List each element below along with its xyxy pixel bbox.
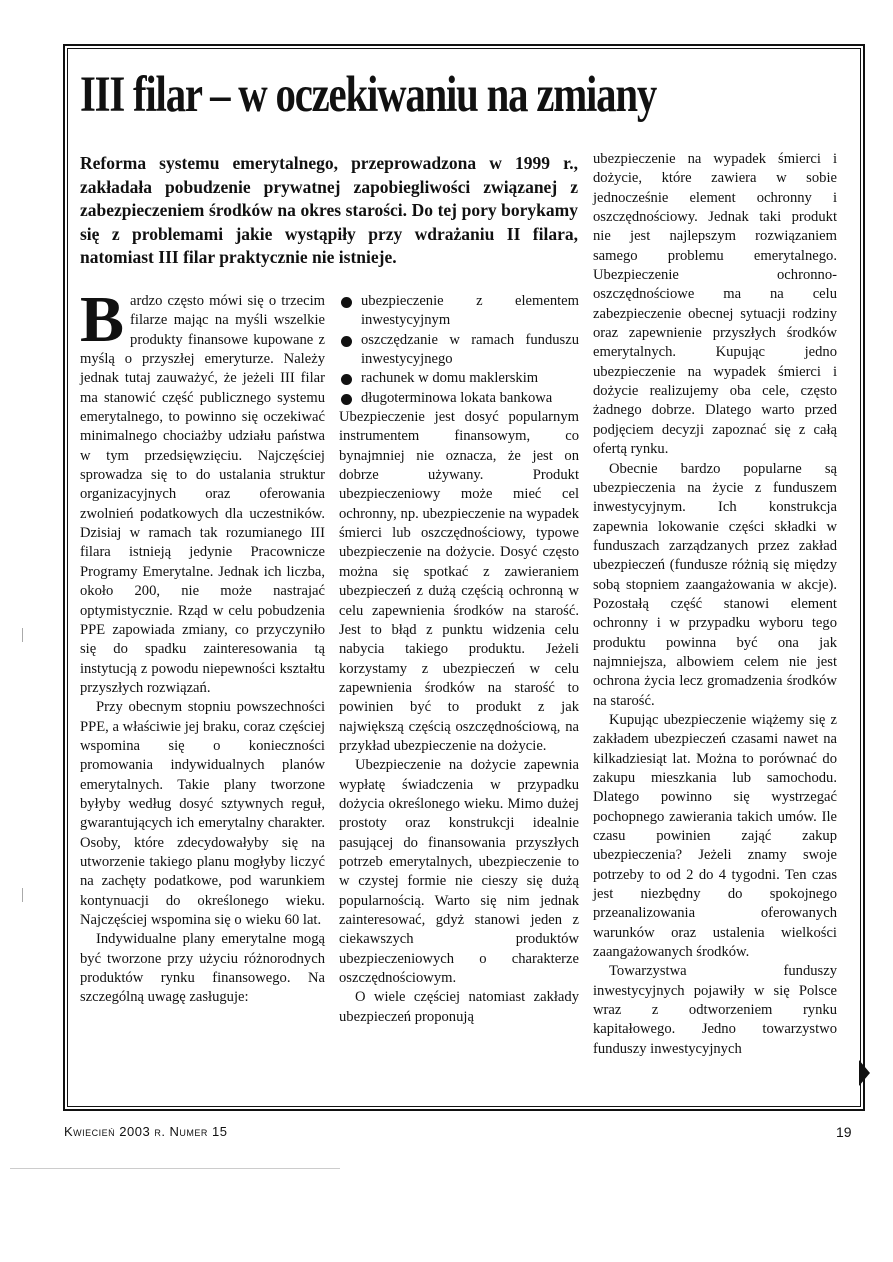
text-column-3 bbox=[593, 150, 837, 1059]
text-column-1 bbox=[80, 283, 325, 1008]
list-item-text: rachunek w domu maklerskim bbox=[361, 370, 539, 387]
paragraph: Kupując ubezpieczenie wiążemy się z zakładem ubezpieczeń czasami nawet na kilkadziesiąt lat. Można to porównać do zakupu mieszkania lub samochodu. Dlatego powinno się wystrzegać pochopnego zawierania takich umów. Ile czasu powinien zająć zakup ubezpieczenia? Jeżeli znamy swoje potrzeby to od 2 do 4 tygodni. Ten czas jest niezbędny do spokojnego przeanalizowania oferowanych warunków oraz ustalenia wielkości zaangażowanych środków. bbox=[593, 711, 837, 961]
page-number: 19 bbox=[836, 1124, 852, 1140]
list-item-text: długoterminowa lokata bankowa bbox=[361, 389, 553, 406]
paragraph-text: ardzo często mówi się o trzecim filarze mając na myśli wszelkie produkty finansowe kupowane z myślą o przyszłej emeryturze. Należy jednak tutaj zauważyć, że jeżeli III filar ma stanowić część publicznego systemu emerytalnego, to powinno się oczekiwać minimalnego chociażby udziału państwa w tym przedsięwzięciu. Najczęściej sprowadza się to do ustalania struktur organizacyjnych oraz oferowania zwolnień podatkowych dla uczestników. Dzisiaj w ramach tak rozumianego III filara istnieją jedynie Pracownicze Programy Emerytalne. Jednak ich liczba, około 200, nie może nastrajać optymistycznie. Rząd w celu pobudzenia PPE zapowiada zmiany, co przyczyniło się do spadku zainteresowania tą instytucją z powodu niepewności kształtu przyszłych rozwiązań. bbox=[80, 293, 325, 696]
paragraph: Ubezpieczenie na dożycie zapewnia wypłatę świadczenia w przypadku dożycia określonego wieku. Mimo dużej prostoty oraz konstrukcji idealnie pasującej do finansowania przyszłych potrzeb emerytalnych, ubezpieczenie to w czystej formie nie cieszy się dużą popularnością. Warto się nim jednak zainteresować, gdyż stanowi jeden z ciekawszych produktów ubezpieczeniowych o charakterze oszczędnościowym. bbox=[339, 757, 579, 987]
article-lead: Reforma systemu emerytalnego, przeprowadzona w 1999 r., zakładała pobudzenie prywatnej zapobiegliwości związanej z zabezpieczeniem środków na okres starości. Do tej pory borykamy się z problemami jakie wystąpiły przy wdrażaniu II filara, natomiast III filar praktycznie nie istnieje. bbox=[80, 153, 578, 267]
paragraph: ubezpieczenie na wypadek śmierci i dożycie, które zawiera w sobie jednocześnie element ochronny i oszczędnościowy. Jednak taki produkt nie jest najlepszym rozwiązaniem samego problemu emerytalnego. Ubezpieczenie ochronno-oszczędnościowe ma na celu zabezpieczenie obecnej sytuacji rodziny oraz zapewnienie przyszłych środków emerytalnych. Kupując jedno ubezpieczenie na wypadek śmierci i dożycie realizujemy oba cele, często żadnego dobrze. Dlatego warto przed podjęciem decyzji zapoznać się z całą ofertą rynku. bbox=[593, 151, 837, 458]
bullet-icon bbox=[341, 374, 352, 385]
bullet-icon bbox=[341, 336, 352, 347]
scan-artifact bbox=[22, 628, 23, 642]
scan-artifact bbox=[22, 888, 23, 902]
list-item bbox=[339, 331, 579, 370]
text-column-2 bbox=[339, 292, 579, 1027]
paragraph: Indywidualne plany emerytalne mogą być tworzone przy użyciu różnorodnych produktów rynku finansowego. Na szczególną uwagę zasługuje: bbox=[80, 931, 325, 1006]
scan-artifact bbox=[10, 1168, 340, 1169]
paragraph: Obecnie bardzo popularne są ubezpieczenia na życie z funduszem inwestycyjnym. Ich konstrukcja zapewnia lokowanie części składki w funduszach zarządzanych przez zakład ubezpieczeń (fundusze różnią się między sobą stopniem zaangażowania w akcje). Pozostałą część stanowi element ochronny i w przypadku wyboru tego produktu powinna być ona jak najmniejsza, albowiem celem nie jest ochrona życia lecz gromadzenia środków na starość. bbox=[593, 460, 837, 709]
issue-info: Kwiecień 2003 r. Numer 15 bbox=[64, 1124, 228, 1139]
paragraph: Ubezpieczenie jest dosyć popularnym instrumentem finansowym, co bynajmniej nie oznacza, że jest on dobrze używany. Produkt ubezpieczeniowy może mieć cel ochronny, np. ubezpieczenie na wypadek śmierci lub oszczędnościowy, typowe ubezpieczenie na dożycie. Dosyć często można się spotkać z zawieraniem ubezpieczeń z dużą częścią ochronną w celu zapewnienia środków na starość. Jest to błąd z punktu widzenia celu nabycia takiego produktu. Jeżeli korzystamy z ubezpieczeń w celu zapewnienia środków na starość to powinien być to produkt z jak największą częścią oszczędnościową, na przykład ubezpieczenie na dożycie. bbox=[339, 409, 579, 754]
bullet-list bbox=[339, 292, 579, 408]
list-item bbox=[339, 292, 579, 331]
paragraph: O wiele częściej natomiast zakłady ubezpieczeń proponują bbox=[339, 989, 579, 1025]
list-item-text: oszczędzanie w ramach funduszu inwestycyjnego bbox=[361, 331, 579, 368]
drop-cap: B bbox=[80, 283, 125, 356]
paragraph: Towarzystwa funduszy inwestycyjnych pojawiły w się Polsce wraz z odtworzeniem rynku kapitałowego. Jedno towarzystwo funduszy inwestycyjnych bbox=[593, 963, 837, 1057]
list-item bbox=[339, 389, 579, 408]
list-item bbox=[339, 369, 579, 388]
paragraph bbox=[80, 283, 325, 698]
bullet-icon bbox=[341, 394, 352, 405]
continue-arrow-icon bbox=[857, 1058, 871, 1088]
list-item-text: ubezpieczenie z elementem inwestycyjnym bbox=[361, 293, 579, 329]
bullet-icon bbox=[341, 297, 352, 308]
paragraph: Przy obecnym stopniu powszechności PPE, a właściwie jej braku, coraz częściej wspomina się o konieczności promowania indywidualnych planów emerytalnych. Takie plany tworzone byłyby według dosyć sztywnych reguł, gwarantujących ich emerytalny charakter. Osoby, które zdecydowałyby się na utworzenie takiego planu mogłyby liczyć na zachęty podatkowe, pod warunkiem kontynuacji do określonego wieku. Najczęściej wspomina się o wieku 60 lat. bbox=[80, 699, 325, 928]
article-headline: III filar – w oczekiwaniu na zmiany bbox=[80, 67, 657, 123]
